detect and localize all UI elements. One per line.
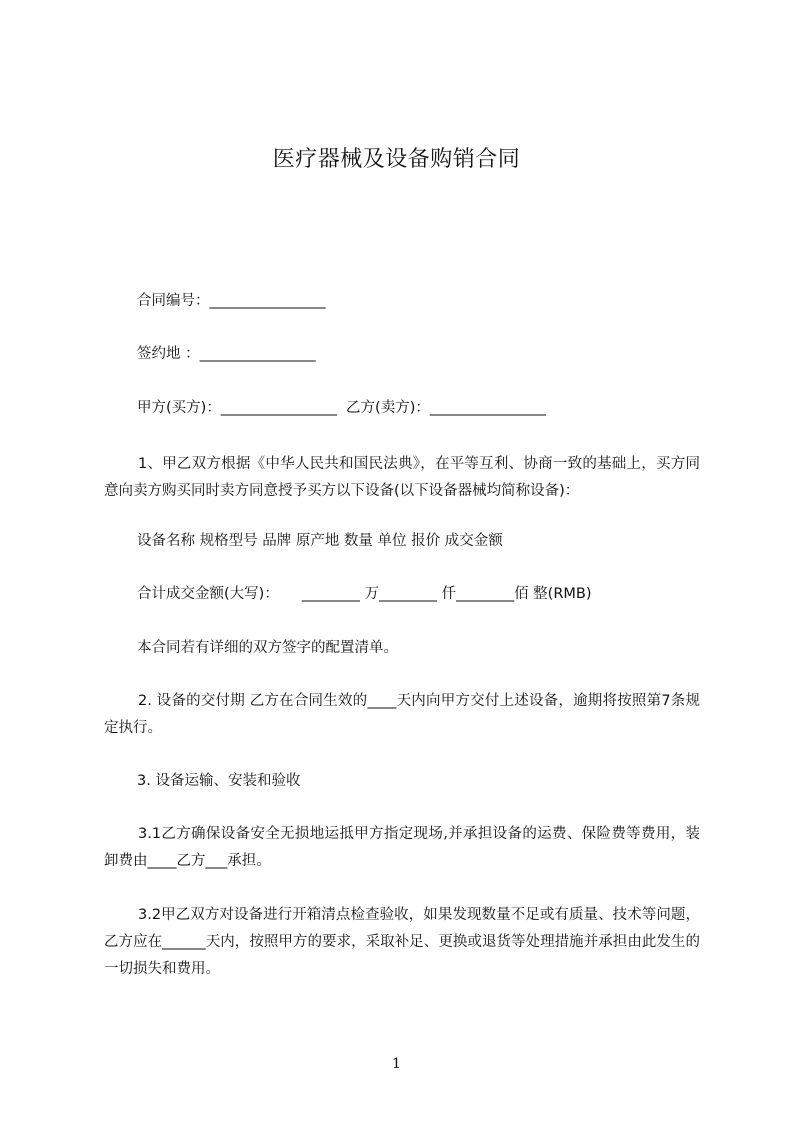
clause-1-paragraph [104, 451, 700, 505]
clause-3-heading: 3. 设备运输、安装和验收 [137, 773, 301, 789]
clause-3-2-paragraph [104, 902, 700, 983]
total-amount-line: 合计成交金额(大写)： ________ 万________ 仟________佰 整(RMB) [137, 586, 592, 602]
contract-number-line: 合同编号：________________ [137, 293, 326, 309]
config-list-note: 本合同若有详细的双方签字的配置清单。 [137, 640, 398, 656]
clause-2-paragraph [104, 688, 700, 742]
parties-line: 甲方(买方)：________________ 乙方(卖方)：________________ [137, 400, 546, 416]
clause-2-text: 2. 设备的交付期 乙方在合同生效的____天内向甲方交付上述设备，逾期将按照第7条规定执行。 [104, 693, 700, 736]
clause-3-1-paragraph [104, 821, 700, 875]
signing-place-line: 签约地 ：________________ [137, 346, 316, 362]
page-number: 1 [392, 1056, 401, 1072]
clause-1-text: 1、甲乙双方根据《中华人民共和国民法典》，在平等互利、协商一致的基础上，买方同意向卖方购买同时卖方同意授予买方以下设备(以下设备器械均简称设备)： [104, 456, 700, 499]
equipment-columns-header: 设备名称 规格型号 品牌 原产地 数量 单位 报价 成交金额 [137, 533, 503, 549]
document-title: 医疗器械及设备购销合同 [272, 147, 521, 172]
clause-3-1-text: 3.1乙方确保设备安全无损地运抵甲方指定现场,并承担设备的运费、保险费等费用，装卸费由____乙方___承担。 [104, 826, 700, 869]
clause-3-2-text: 3.2甲乙双方对设备进行开箱清点检查验收，如果发现数量不足或有质量、技术等问题，乙方应在______天内，按照甲方的要求，采取补足、更换或退货等处理措施并承担由此发生的一切损失和费用。 [104, 907, 700, 977]
